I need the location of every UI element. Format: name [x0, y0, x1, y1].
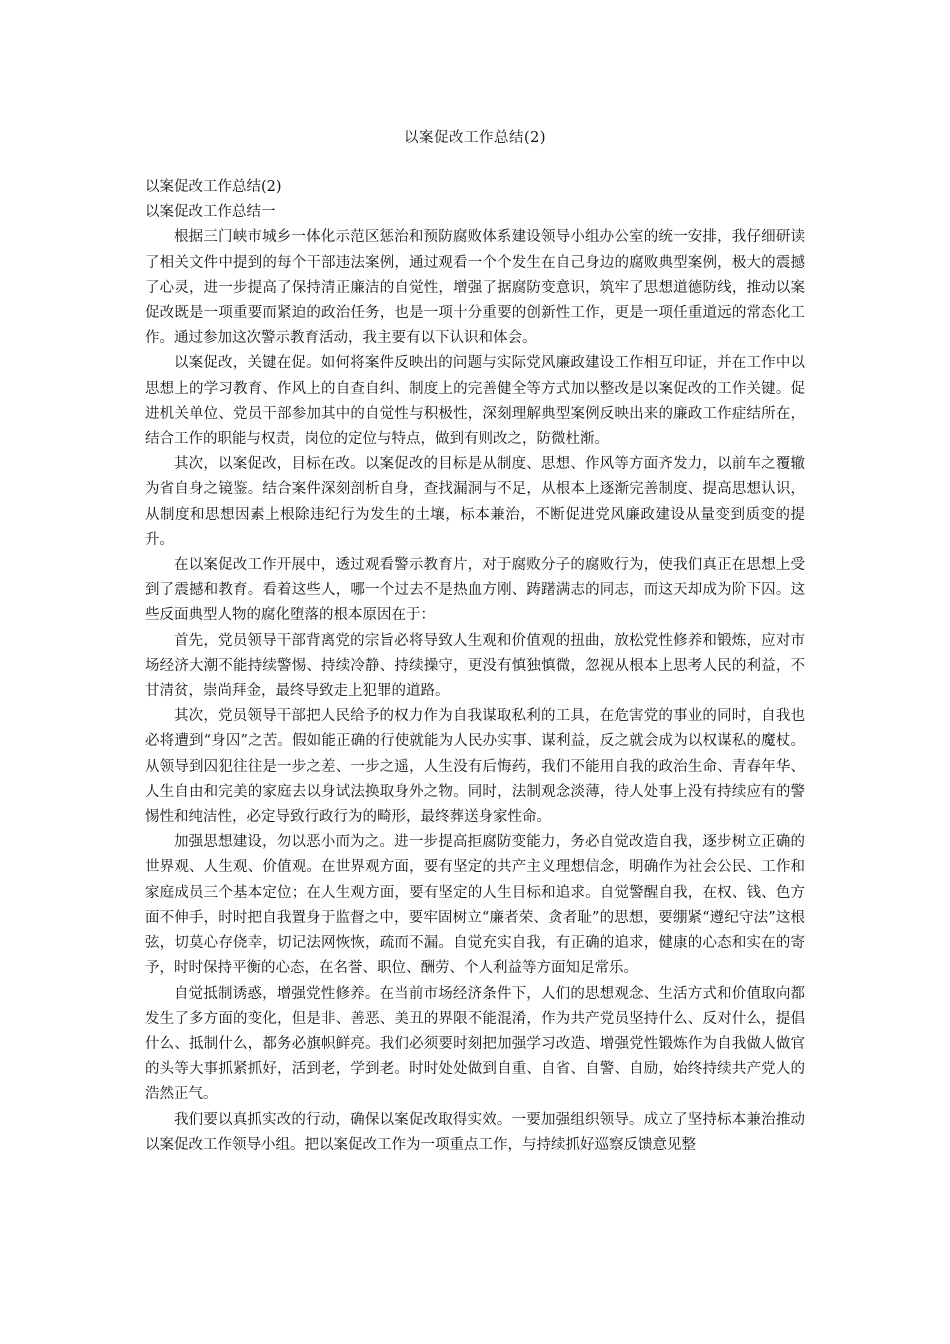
document-body	[145, 175, 805, 1158]
paragraph: 首先，党员领导干部背离党的宗旨必将导致人生观和价值观的扭曲，放松党性修养和锻炼，应对市场经济大潮不能持续警惕、持续冷静、持续操守，更没有慎独慎微，忽视从根本上思考人民的利益，不甘清贫，崇尚拜金，最终导致走上犯罪的道路。	[145, 632, 805, 700]
paragraph: 其次，以案促改，目标在改。以案促改的目标是从制度、思想、作风等方面齐发力，以前车之覆辙为省自身之镜鉴。结合案件深刻剖析自身，查找漏洞与不足，从根本上逐渐完善制度、提高思想认识，从制度和思想因素上根除违纪行为发生的土壤，标本兼治，不断促进党风廉政建设从量变到质变的提升。	[145, 456, 805, 548]
paragraph: 自觉抵制诱惑，增强党性修养。在当前市场经济条件下，人们的思想观念、生活方式和价值取向都发生了多方面的变化，但是非、善恶、美丑的界限不能混淆，作为共产党员坚持什么、反对什么，提倡什么、抵制什么，都务必旗帜鲜亮。我们必须要时刻把加强学习改造、增强党性锻炼作为自我做人做官的头等大事抓紧抓好，活到老，学到老。时时处处做到自重、自省、自警、自励，始终持续共产党人的浩然正气。	[145, 985, 805, 1103]
paragraph: 其次，党员领导干部把人民给予的权力作为自我谋取私利的工具，在危害党的事业的同时，自我也必将遭到“身囚”之苦。假如能正确的行使就能为人民办实事、谋利益，反之就会成为以权谋私的魔杖。从领导到囚犯往往是一步之差、一步之遥，人生没有后悔药，我们不能用自我的政治生命、青春年华、人生自由和完美的家庭去以身试法换取身外之物。同时，法制观念淡薄，待人处事上没有持续应有的警惕性和纯洁性，必定导致行政行为的畸形，最终葬送身家性命。	[145, 708, 805, 826]
heading-line-2: 以案促改工作总结一	[145, 204, 276, 221]
paragraph: 我们要以真抓实改的行动，确保以案促改取得实效。一要加强组织领导。成立了坚持标本兼治推动以案促改工作领导小组。把以案促改工作为一项重点工作，与持续抓好巡察反馈意见整	[145, 1111, 805, 1153]
paragraph: 根据三门峡市城乡一体化示范区惩治和预防腐败体系建设领导小组办公室的统一安排，我仔细研读了相关文件中提到的每个干部违法案例，通过观看一个个发生在自己身边的腐败典型案例，极大的震撼了心灵，进一步提高了保持清正廉洁的自觉性，增强了据腐防变意识，筑牢了思想道德防线，推动以案促改既是一项重要而紧迫的政治任务，也是一项十分重要的创新性工作，更是一项任重道远的常态化工作。通过参加这次警示教育活动，我主要有以下认识和体会。	[145, 229, 805, 347]
paragraph: 以案促改，关键在促。如何将案件反映出的问题与实际党风廉政建设工作相互印证，并在工作中以思想上的学习教育、作风上的自查自纠、制度上的完善健全等方式加以整改是以案促改的工作关键。促进机关单位、党员干部参加其中的自觉性与积极性，深刻理解典型案例反映出来的廉政工作症结所在，结合工作的职能与权责，岗位的定位与特点，做到有则改之，防微杜渐。	[145, 355, 805, 448]
document-title: 以案促改工作总结(2)	[403, 130, 547, 146]
heading-line-1: 以案促改工作总结(2)	[145, 179, 282, 195]
paragraph: 在以案促改工作开展中，透过观看警示教育片，对于腐败分子的腐败行为，使我们真正在思想上受到了震撼和教育。看着这些人，哪一个过去不是热血方刚、踌躇满志的同志，而这天却成为阶下囚。这些反面典型人物的腐化堕落的根本原因在于：	[145, 557, 805, 624]
paragraph: 加强思想建设，勿以恶小而为之。进一步提高拒腐防变能力，务必自觉改造自我，逐步树立正确的世界观、人生观、价值观。在世界观方面，要有坚定的共产主义理想信念，明确作为社会公民、工作和家庭成员三个基本定位；在人生观方面，要有坚定的人生目标和追求。自觉警醒自我，在权、钱、色方面不伸手，时时把自我置身于监督之中，要牢固树立“廉者荣、贪者耻”的思想，要绷紧“遵纪守法”这根弦，切莫心存侥幸，切记法网恢恢，疏而不漏。自觉充实自我，有正确的追求，健康的心态和实在的寄予，时时保持平衡的心态，在名誉、职位、酬劳、个人利益等方面知足常乐。	[145, 834, 805, 977]
